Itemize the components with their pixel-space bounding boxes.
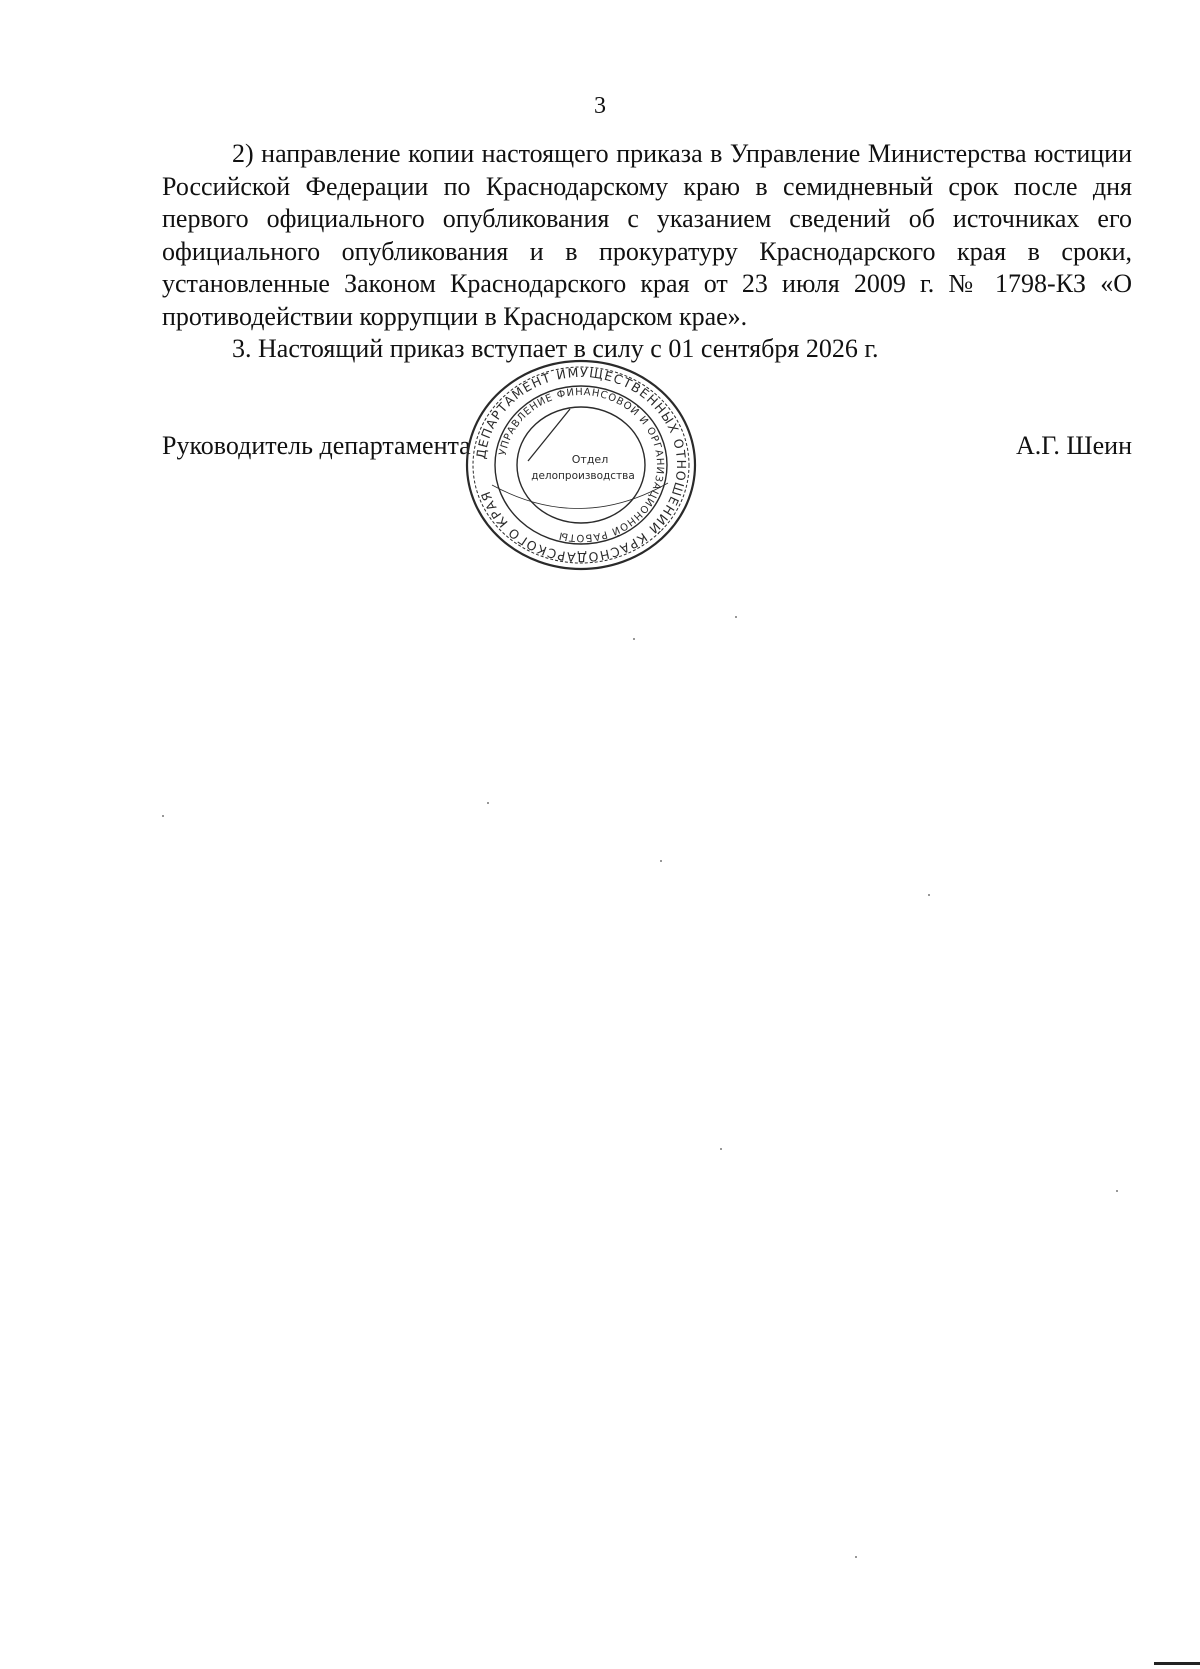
scan-corner-mark [1154,1662,1200,1665]
signer-name: А.Г. Шеин [1016,431,1132,460]
seal-center-line-1: Отдел [571,453,609,466]
signer-position: Руководитель департамента [162,431,471,460]
seal-center-line-2: делопроизводства [531,470,635,482]
scan-speck [928,894,930,896]
document-body [162,138,1132,366]
paragraph-copy-direction: 2) направление копии настоящего приказа в Управление Министерства юстиции Российской Федерации по Краснодарскому краю в семидневный срок после дня первого официального опубликования с указанием сведений об источниках его официального опубликования и в прокуратуру Краснодарского края в сроки, установленные Законом Краснодарского края от 23 июля 2009 г. № 1798-КЗ «О противодействии коррупции в Краснодарском крае». [162,139,1132,331]
seal-inner-ring-text: УПРАВЛЕНИЕ ФИНАНСОВОЙ И ОРГАНИЗАЦИОННОЙ РАБОТЫ [497,386,666,544]
scan-speck [487,802,489,804]
seal-stamp-graphic [462,357,700,573]
scan-speck [735,616,737,618]
seal-outer-ring-text: ДЕПАРТАМЕНТ ИМУЩЕСТВЕННЫХ ОТНОШЕНИЙ КРАСНОДАРСКОГО КРАЯ [473,364,690,566]
scan-speck [855,1556,857,1558]
scan-speck [162,815,164,817]
signature-stroke [528,409,570,461]
scan-speck [720,1148,722,1150]
official-seal [462,357,700,573]
paragraph-effective-date: 3. Настоящий приказ вступает в силу с 01 сентября 2026 г. [232,334,879,363]
page-number: 3 [594,93,606,119]
scan-speck [1116,1190,1118,1192]
scan-speck [633,638,635,640]
scan-speck [660,860,662,862]
